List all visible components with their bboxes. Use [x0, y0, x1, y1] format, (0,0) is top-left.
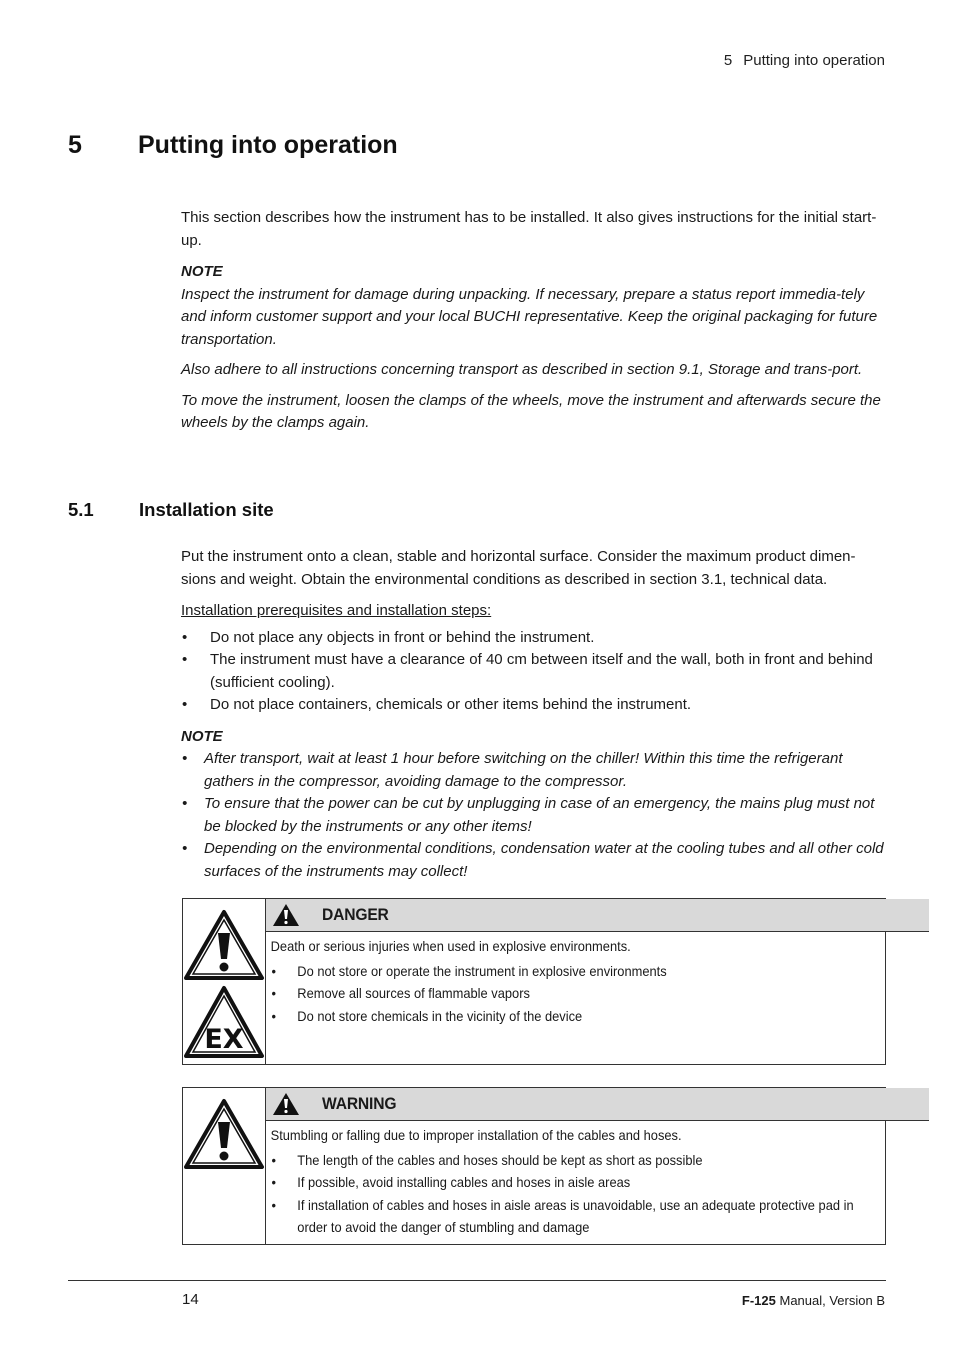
warning-body [266, 1121, 876, 1239]
danger-box [182, 898, 886, 1065]
warning-content [266, 1088, 929, 1244]
list-item: • Do not place containers, chemicals or other items behind the instrument. [181, 694, 887, 717]
section-note-label: NOTE [181, 727, 223, 745]
section-title: Installation site [139, 499, 274, 520]
warning-triangle-icon [272, 903, 300, 927]
list-item: • Depending on the environmental conditions, condensation water at the cooling tubes and all other cold surfaces of the instruments may collect! [181, 838, 887, 883]
intro-note-paragraph: Inspect the instrument for damage during unpacking. If necessary, prepare a status report immedia-tely and inform customer support and your local BUCHI representative. Keep the original packaging for future transportation. [181, 285, 878, 348]
warning-triangle-icon [183, 909, 265, 981]
list-item: • Do not place any objects in front or behind the instrument. [181, 627, 887, 650]
list-item: • After transport, wait at least 1 hour before switching on the chiller! Within this time the refrigerant gathers in the compressor, avoiding damage to the compressor. [181, 748, 887, 793]
warning-lead: Stumbling or falling due to improper installation of the cables and hoses. [270, 1127, 682, 1143]
list-item: • Remove all sources of flammable vapors [271, 982, 869, 1005]
intro-note-paragraph: Also adhere to all instructions concerning transport as described in section 9.1, Storage and trans-port. [181, 361, 863, 378]
warning-title: WARNING [322, 1094, 397, 1113]
footer-divider [68, 1280, 886, 1281]
list-item: • If installation of cables and hoses in aisle areas is unavoidable, use an adequate protective pad in order to avoid the danger of stumbling and damage [271, 1194, 869, 1239]
chapter-number: 5 [68, 131, 82, 159]
ex-label: EX [204, 1024, 244, 1055]
notes-list [181, 748, 887, 883]
section-number: 5.1 [68, 499, 94, 520]
warning-box [182, 1087, 886, 1245]
list-item: • To ensure that the power can be cut by unplugging in case of an emergency, the mains plug must not be blocked by the instruments or any other items! [181, 793, 887, 838]
chapter-heading [68, 131, 398, 160]
intro-note-paragraph: To move the instrument, loosen the clamps of the wheels, move the instrument and afterwards secure the wheels by the clamps again. [181, 391, 881, 431]
list-item: • Do not store chemicals in the vicinity of the device [271, 1005, 869, 1028]
steps-heading: Installation prerequisites and installation steps: [181, 602, 492, 619]
warning-title-bar [266, 1088, 929, 1121]
danger-title: DANGER [322, 905, 389, 924]
running-header-chapter-number: 5 [723, 52, 733, 69]
warning-triangle-icon [272, 1092, 300, 1116]
list-item: • If possible, avoid installing cables and hoses in aisle areas [271, 1171, 869, 1194]
chapter-title: Putting into operation [138, 131, 398, 159]
footer-product-version [742, 1293, 885, 1308]
danger-title-bar [266, 899, 929, 932]
list-item: • The instrument must have a clearance of 40 cm between itself and the wall, both in front and behind (sufficient cooling). [181, 649, 887, 694]
list-item: • Do not store or operate the instrument in explosive environments [271, 960, 869, 983]
intro-text: This section describes how the instrument has to be installed. It also gives instructions for the initial start-up. [181, 209, 877, 249]
warning-triangle-icon [183, 1098, 265, 1170]
danger-lead: Death or serious injuries when used in explosive environments. [270, 938, 631, 954]
section-body [181, 546, 887, 883]
explosion-ex-icon [183, 985, 265, 1059]
danger-list [271, 960, 869, 1028]
running-header [724, 52, 885, 69]
section-heading [68, 499, 274, 521]
intro-note-label: NOTE [181, 263, 223, 280]
warning-icon-column [183, 1088, 266, 1244]
running-header-chapter-title: Putting into operation [743, 52, 885, 69]
product-name: F-125 [741, 1293, 776, 1308]
section-text: Put the instrument onto a clean, stable and horizontal surface. Consider the maximum product dimen-sions and weight. Obtain the environmental conditions as described in section 3.1, technical data. [181, 548, 856, 588]
danger-body [266, 932, 876, 1027]
list-item: • The length of the cables and hoses should be kept as short as possible [271, 1149, 869, 1172]
steps-list [181, 627, 887, 717]
warning-list [271, 1149, 869, 1239]
intro-block [181, 207, 887, 435]
danger-content [266, 899, 929, 1064]
danger-icon-column [183, 899, 266, 1064]
page-number: 14 [182, 1291, 199, 1308]
manual-version: Manual, Version B [779, 1293, 885, 1308]
